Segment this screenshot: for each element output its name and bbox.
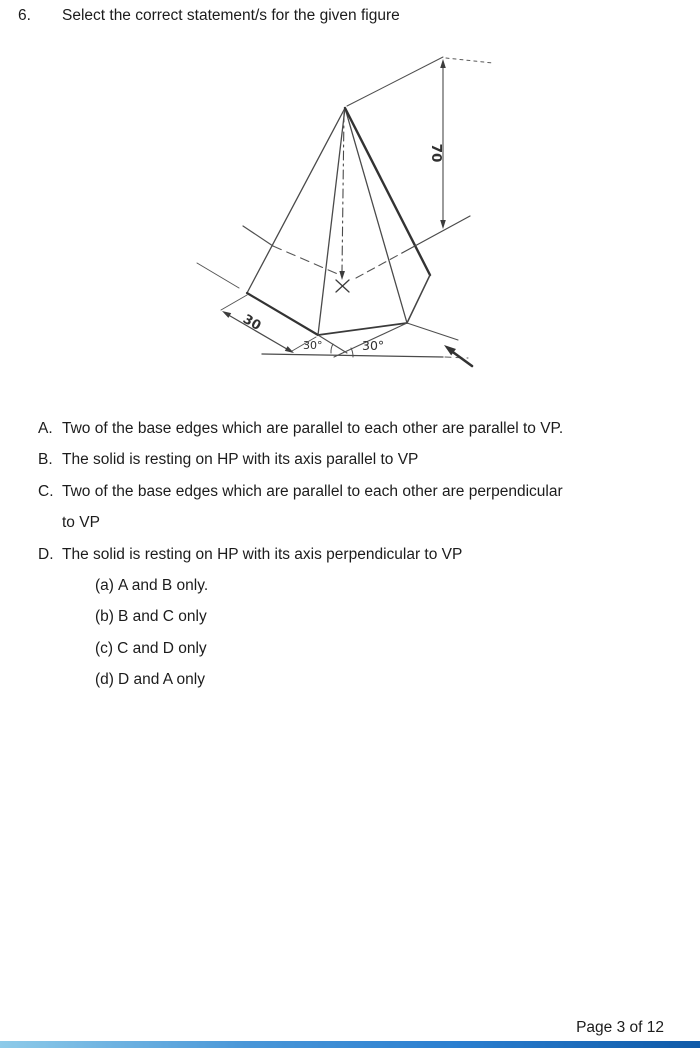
ground-line-dashed-tail [445, 357, 468, 358]
construction-line-left-solid [243, 226, 273, 246]
question-number: 6. [18, 7, 31, 24]
angle-left-arc [331, 344, 333, 353]
answer-choice-b-label: (b) [95, 608, 114, 626]
construction-edge-extension-left [197, 263, 239, 288]
answer-choice-d-text: D and A only [117, 671, 205, 689]
option-C [38, 476, 686, 539]
pyramid-figure-svg [150, 35, 530, 380]
base-edge-right-back [407, 275, 430, 323]
dim-70-arrow-bottom [440, 220, 446, 229]
option-B [38, 444, 686, 475]
dim-30-extension-upper [221, 295, 247, 310]
dim-70-dotted-tail [446, 58, 493, 63]
dim-70-arrow-top [440, 59, 446, 68]
answer-choices-list [95, 570, 686, 696]
answer-choice-c-label: (c) [95, 639, 114, 657]
page-number-footer: Page 3 of 12 [576, 1019, 664, 1036]
answer-choice-c-text: C and D only [117, 639, 207, 657]
question-text: Select the correct statement/s for the given figure [62, 7, 400, 24]
dim-30-arrow-upper [221, 309, 232, 318]
answer-choice-a-label: (a) [95, 577, 114, 595]
option-A [38, 413, 686, 444]
answer-choice-d-label: (d) [95, 671, 114, 689]
option-A-text: Two of the base edges which are parallel to each other are parallel to VP. [62, 420, 564, 437]
axis-arrowhead [339, 271, 345, 280]
construction-line-right-dashed [356, 253, 402, 278]
options-list [38, 413, 686, 696]
answer-choice-a [95, 570, 686, 601]
bottom-blue-bar [0, 1041, 700, 1048]
option-D [38, 539, 686, 570]
base-centre-cross-mark [336, 280, 349, 292]
pyramid-edge-apex-far-right [345, 108, 430, 275]
angle-right-label: 30° [362, 338, 385, 353]
option-C-letter: C. [38, 482, 54, 500]
answer-choice-b [95, 601, 686, 632]
pyramid-edge-apex-front [318, 108, 345, 335]
pyramid-edge-apex-left [247, 108, 345, 293]
pyramid-edge-apex-right [345, 108, 407, 323]
construction-line-left-dashed [273, 246, 340, 275]
option-D-text: The solid is resting on HP with its axis perpendicular to VP [62, 545, 463, 563]
figure-pyramid-sketch [150, 35, 530, 380]
angle-left-label: 30° [303, 339, 323, 352]
answer-choice-a-text: A and B only. [117, 577, 209, 595]
dim-70-extension-line [347, 57, 443, 106]
answer-choice-c [95, 633, 686, 664]
answer-choice-d [95, 664, 686, 695]
answer-choice-b-text: B and C only [117, 608, 207, 626]
base-edge-dim-label: 30 [240, 311, 264, 334]
option-C-line2: to VP [62, 514, 100, 532]
option-B-letter: B. [38, 451, 53, 469]
option-B-text: The solid is resting on HP with its axis parallel to VP [62, 451, 419, 469]
construction-line-right-solid [402, 216, 470, 253]
construction-extension-right-vertex [407, 323, 458, 340]
pyramid-axis-line [342, 113, 344, 271]
option-C-line1: Two of the base edges which are parallel to each other are perpendicular [62, 482, 563, 500]
option-D-letter: D. [38, 545, 54, 563]
option-C-text [62, 476, 686, 539]
height-dim-label: 70 [428, 143, 444, 163]
option-A-letter: A. [38, 420, 53, 437]
